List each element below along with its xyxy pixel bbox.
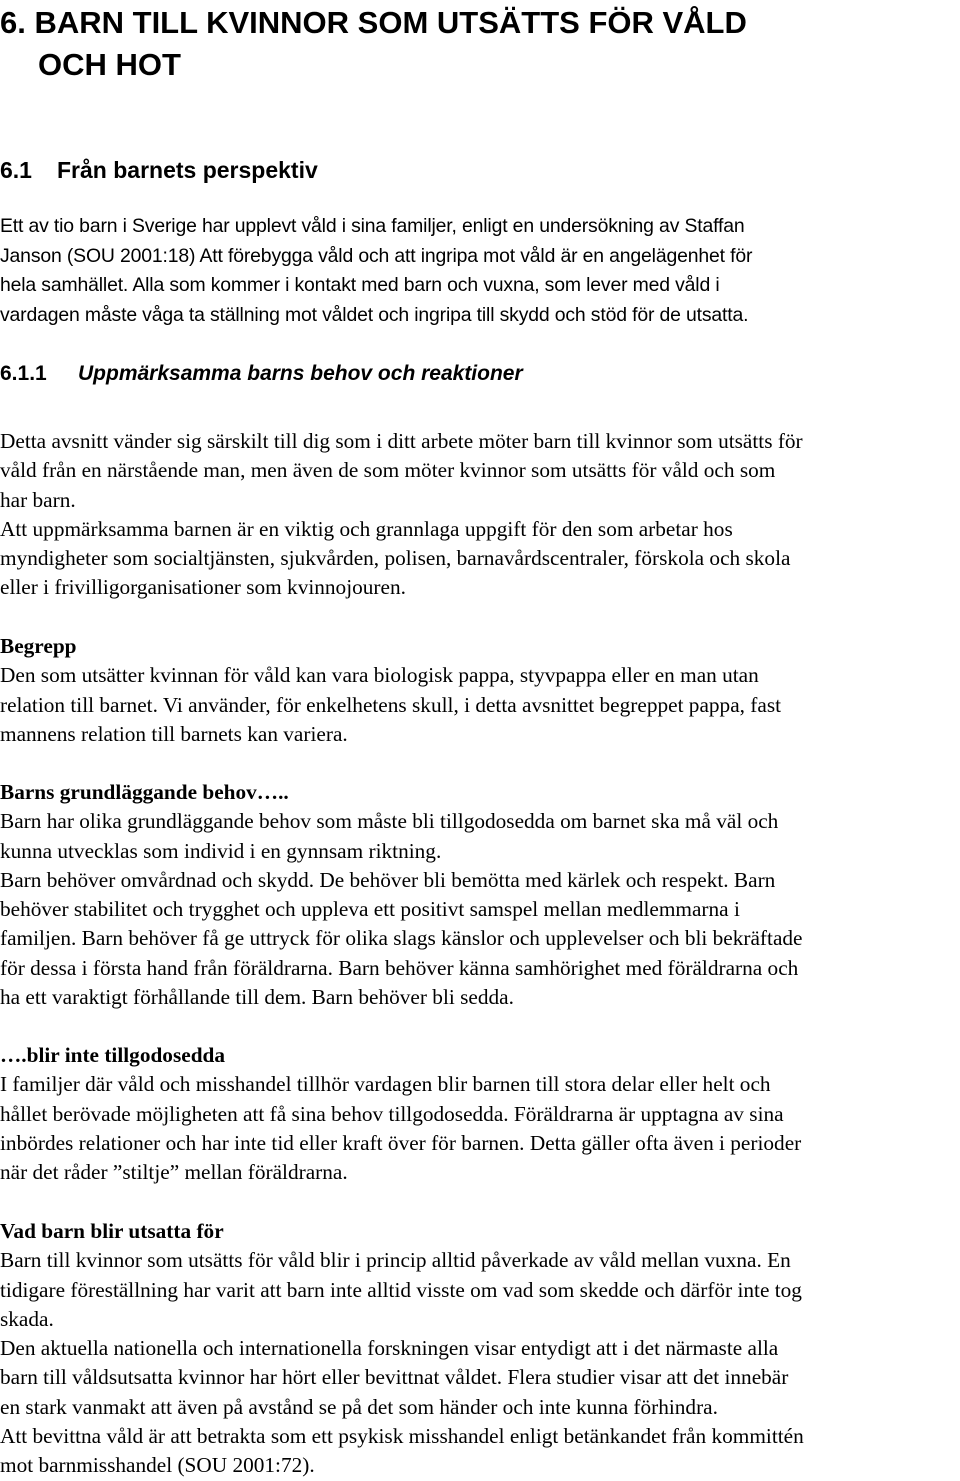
- text-line: ha ett varaktigt förhållande till dem. Barn behöver bli sedda.: [0, 985, 514, 1010]
- text-line: när det råder ”stiltje” mellan föräldrarna.: [0, 1160, 348, 1185]
- text-line: kunna utvecklas som individ i en gynnsam riktning.: [0, 838, 442, 863]
- chapter-title-line2: OCH HOT: [38, 47, 181, 82]
- begrepp-heading: Begrepp: [0, 634, 77, 658]
- text-line: eller i frivilligorganisationer som kvinnojouren.: [0, 575, 406, 600]
- utsatta-section: [0, 1217, 960, 1481]
- text-line: behöver stabilitet och trygghet och uppleva ett positivt samspel mellan medlemmarna i: [0, 897, 740, 922]
- text-line: Den aktuella nationella och internationella forskningen visar entydigt att i det närmaste alla: [0, 1336, 779, 1361]
- section-intro-paragraph: [0, 212, 958, 330]
- text-line: Janson (SOU 2001:18) Att förebygga våld och att ingripa mot våld är en angelägenhet för: [0, 244, 753, 267]
- text-line: relation till barnet. Vi använder, för enkelhetens skull, i detta avsnittet begreppet pappa, fast: [0, 692, 782, 717]
- text-line: Barn har olika grundläggande behov som måste bli tillgodosedda om barnet ska må väl och: [0, 809, 779, 834]
- subsection-number: 6.1.1: [0, 362, 47, 385]
- text-line: Barn till kvinnor som utsätts för våld blir i princip alltid påverkade av våld mellan vuxna. En: [0, 1248, 791, 1273]
- text-fragment: hela samhället.: [0, 274, 129, 296]
- chapter-title-line1: 6. BARN TILL KVINNOR SOM UTSÄTTS FÖR VÅLD: [0, 5, 747, 40]
- intro-paragraph: [0, 427, 960, 603]
- text-line: Detta avsnitt vänder sig särskilt till dig som i ditt arbete möter barn till kvinnor som utsätts för: [0, 429, 803, 453]
- section-title: Från barnets perspektiv: [57, 157, 318, 183]
- text-fragment: Alla som kommer i kontakt med barn och vuxna, som lever med våld i: [128, 274, 720, 296]
- utsatta-heading: Vad barn blir utsatta för: [0, 1219, 224, 1243]
- text-line: en stark vanmakt att även på avstånd se på det som händer och inte kunna förhindra.: [0, 1394, 718, 1419]
- begrepp-section: [0, 632, 960, 749]
- text-line: tidigare föreställning har varit att barn inte alltid visste om vad som skedde och därför inte tog: [0, 1277, 802, 1302]
- tillgodosedda-section: [0, 1041, 960, 1187]
- text-line: Att uppmärksamma barnen är en viktig och grannlaga uppgift för den som arbetar hos: [0, 516, 733, 541]
- subsection-heading: [0, 359, 523, 389]
- text-line: I familjer där våld och misshandel tillhör vardagen blir barnen till stora delar eller helt och: [0, 1072, 771, 1097]
- chapter-title: [0, 2, 900, 86]
- text-line: barn till våldsutsatta kvinnor har hört eller bevittnat våldet. Flera studier visar att det innebär: [0, 1365, 789, 1390]
- text-line: för dessa i första hand från föräldrarna. Barn behöver känna samhörighet med föräldrarna och: [0, 955, 799, 980]
- text-line: inbördes relationer och har inte tid eller kraft över för barnen. Detta gäller ofta även i perioder: [0, 1130, 802, 1155]
- text-line: hållet berövade möjligheten att få sina behov tillgodosedda. Föräldrarna är upptagna av sina: [0, 1101, 784, 1126]
- text-line: familjen. Barn behöver få ge uttryck för olika slags känslor och upplevelser och bli bekräftade: [0, 926, 803, 951]
- text-line: har barn.: [0, 487, 76, 512]
- tillgodosedda-heading: ….blir inte tillgodosedda: [0, 1043, 226, 1067]
- text-line: myndigheter som socialtjänsten, sjukvården, polisen, barnavårdscentraler, förskola och skola: [0, 546, 791, 571]
- text-line: Barn behöver omvårdnad och skydd. De behöver bli bemötta med kärlek och respekt. Barn: [0, 867, 776, 892]
- behov-section: [0, 778, 960, 1012]
- text-line: våld från en närstående man, men även de som möter kvinnor som utsätts för våld och som: [0, 458, 776, 483]
- behov-heading: Barns grundläggande behov…..: [0, 780, 289, 804]
- section-number: 6.1: [0, 157, 32, 183]
- text-line: Den som utsätter kvinnan för våld kan vara biologisk pappa, styvpappa eller en man utan: [0, 663, 759, 688]
- text-line: vardagen måste våga ta ställning mot våldet och ingripa till skydd och stöd för de utsatta.: [0, 303, 749, 326]
- section-heading: [0, 155, 318, 185]
- text-line: mannens relation till barnets kan variera.: [0, 721, 348, 746]
- text-line: [0, 271, 958, 301]
- text-line: mot barnmisshandel (SOU 2001:72).: [0, 1453, 315, 1478]
- text-line: Att bevittna våld är att betrakta som ett psykisk misshandel enligt betänkandet från kommittén: [0, 1424, 804, 1449]
- subsection-title: Uppmärksamma barns behov och reaktioner: [78, 362, 523, 385]
- text-line: Ett av tio barn i Sverige har upplevt våld i sina familjer, enligt en undersökning av Staffan: [0, 215, 745, 237]
- text-line: skada.: [0, 1306, 54, 1331]
